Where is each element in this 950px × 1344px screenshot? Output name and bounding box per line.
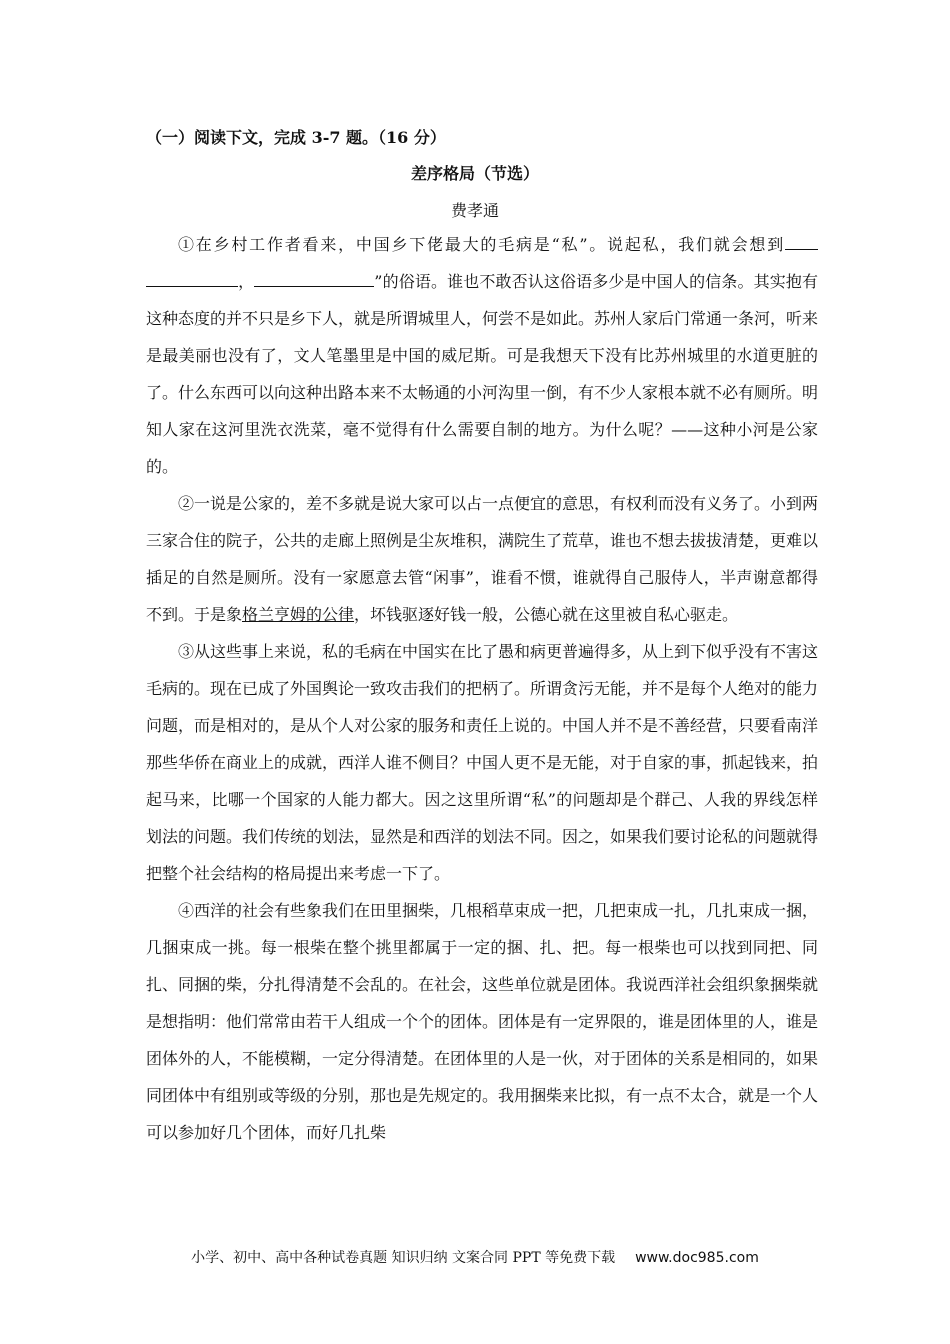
footer-promo-text: 小学、初中、高中各种试卷真题 知识归纳 文案合同 PPT 等免费下载	[191, 1250, 616, 1266]
paragraph-2	[146, 485, 818, 633]
paragraph-1	[146, 226, 818, 485]
fill-in-blank-2	[254, 269, 374, 287]
paragraph-3: ③从这些事上来说，私的毛病在中国实在比了愚和病更普遍得多，从上到下似乎没有不害这毛病的。现在已成了外国舆论一致攻击我们的把柄了。所谓贪污无能，并不是每个人绝对的能力问题，而是相对的，是从个人对公家的服务和责任上说的。中国人并不是不善经营，只要看南洋那些华侨在商业上的成就，西洋人谁不侧目？中国人更不是无能，对于自家的事，抓起钱来，拍起马来，比哪一个国家的人能力都大。因之这里所谓“私”的问题却是个群己、人我的界线怎样划法的问题。我们传统的划法，显然是和西洋的划法不同。因之，如果我们要讨论私的问题就得把整个社会结构的格局提出来考虑一下了。	[146, 642, 819, 883]
section-heading: （一）阅读下文，完成 3-7 题。（16 分）	[146, 128, 446, 147]
page-footer	[0, 1247, 950, 1267]
paragraph-1-text-start: ①在乡村工作者看来，中国乡下佬最大的毛病是“私”。说起私，我们就会想到	[178, 235, 785, 254]
paragraph-2-text-rest: ，坏钱驱逐好钱一般，公德心就在这里被自私心驱走。	[354, 605, 739, 624]
paragraph-2-text-start: ②一说是公家的，差不多就是说大家可以占一点便宜的意思，有权利而没有义务了。小到两三家合住的院子，公共的走廊上照例是尘灰堆积，满院生了荒草，谁也不想去拔拔清楚，更难以插足的自然是厕所。没有一家愿意去管“闲事”，谁看不惯，谁就得自己服侍人，半声谢意都得不到。于是象	[146, 494, 819, 624]
article-author: 费孝通	[450, 201, 499, 220]
fill-in-blank-1b	[146, 269, 238, 287]
article-title: 差序格局（节选）	[410, 164, 539, 183]
paragraph-1-text-rest: ”的俗语。谁也不敢否认这俗语多少是中国人的信条。其实抱有这种态度的并不只是乡下人，就是所谓城里人，何尝不是如此。苏州人家后门常通一条河，听来是最美丽也没有了，文人笔墨里是中国的威尼斯。可是我想天下没有比苏州城里的水道更脏的了。什么东西可以向这种出路本来不太畅通的小河沟里一倒，有不少人家根本就不必有厕所。明知人家在这河里洗衣洗菜，毫不觉得有什么需要自制的地方。为什么呢？——这种小河是公家的。	[146, 272, 819, 476]
article-body	[146, 226, 818, 1151]
paragraph-4: ④西洋的社会有些象我们在田里捆柴，几根稻草束成一把，几把束成一扎，几扎束成一捆，几捆束成一挑。每一根柴在整个挑里都属于一定的捆、扎、把。每一根柴也可以找到同把、同扎、同捆的柴，分扎得清楚不会乱的。在社会，这些单位就是团体。我说西洋社会组织象捆柴就是想指明：他们常常由若干人组成一个个的团体。团体是有一定界限的，谁是团体里的人，谁是团体外的人，不能模糊，一定分得清楚。在团体里的人是一伙，对于团体的关系是相同的，如果同团体中有组别或等级的分别，那也是先规定的。我用捆柴来比拟，有一点不太合，就是一个人可以参加好几个团体，而好几扎柴	[146, 901, 819, 1142]
footer-website: www.doc985.com	[635, 1250, 759, 1266]
paragraph-1-separator: ，	[238, 272, 255, 291]
fill-in-blank-1a	[785, 232, 818, 250]
underlined-term: 格兰亨姆的公律	[242, 605, 355, 624]
